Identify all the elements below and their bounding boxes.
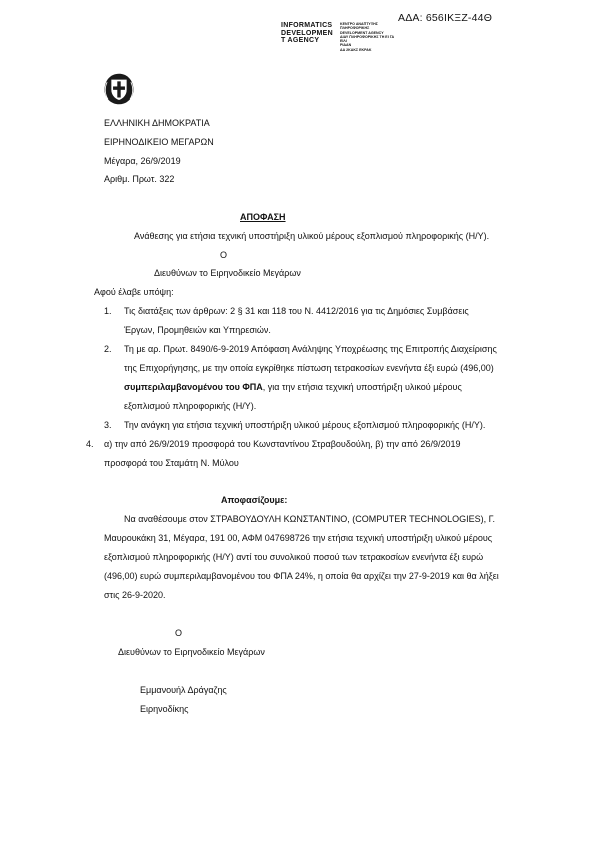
decision-text: εξοπλισμού πληροφορικής (Η/Υ) αντί του συνολικού ποσού των τετρακοσίων ενενήντα έξι ευρώ xyxy=(104,552,484,562)
item-text: α) την από 26/9/2019 προσφορά του Κωνσταντίνου Στραβουδούλη, β) την από 26/9/2019 xyxy=(104,439,461,449)
ida-logo-small-line: DEVELOPMENT AGENCY xyxy=(340,30,384,35)
ida-logo-small-line: ΡΙΔΑΝ xyxy=(340,43,352,48)
issuer-state: ΕΛΛΗΝΙΚΗ ΔΗΜΟΚΡΑΤΙΑ xyxy=(104,118,210,128)
ida-logo-gr xyxy=(340,22,394,52)
greek-emblem-icon xyxy=(102,72,136,106)
document-subject: Ανάθεσης για ετήσια τεχνική υποστήριξη υλικού μέρους εξοπλισμού πληροφορικής (Η/Υ). xyxy=(134,231,490,241)
item-text: Έργων, Προμηθειών και Υπηρεσιών. xyxy=(124,325,271,335)
ida-logo-small-line: ΚΕΝΤΡΟ ΑΝΑΠΤΥΞΗΣ xyxy=(340,22,378,26)
intro-director: Διευθύνων το Ειρηνοδικείο Μεγάρων xyxy=(154,268,301,278)
item-number: 3. xyxy=(104,420,112,430)
item-text: Τη με αρ. Πρωτ. 8490/6-9-2019 Απόφαση Ανάληψης Υποχρέωσης της Επιτροπής Διαχείρισης xyxy=(124,344,497,354)
issuer-court: ΕΙΡΗΝΟΔΙΚΕΙΟ ΜΕΓΑΡΩΝ xyxy=(104,137,214,147)
item-text: , για την ετήσια τεχνική υποστήριξη υλικού μέρους xyxy=(262,382,462,392)
item-number: 2. xyxy=(104,344,112,354)
ida-logo-line: INFORMATICS xyxy=(281,22,333,29)
intro-article: Ο xyxy=(220,250,228,260)
closing-director: Διευθύνων το Ειρηνοδικείο Μεγάρων xyxy=(118,647,265,657)
item-text: Την ανάγκη για ετήσια τεχνική υποστήριξη υλικού μέρους εξοπλισμού πληροφορικής (Η/Υ). xyxy=(124,420,486,430)
ida-logo-line: T AGENCY xyxy=(281,37,320,45)
item-number: 1. xyxy=(104,306,112,316)
item-text: Τις διατάξεις των άρθρων: 2 § 31 και 118 του Ν. 4412/2016 για τις Δημόσιες Συμβάσεις xyxy=(124,306,469,316)
ida-logo-line: DEVELOPMEN xyxy=(281,29,334,37)
item-text-mixed xyxy=(124,382,462,393)
item-text: της Επιχορήγησης, με την οποία εγκρίθηκε πίστωση τετρακοσίων ενενήντα έξι ευρώ (496,00) xyxy=(124,363,494,373)
decision-text: (496,00) ευρώ συμπεριλαμβανομένου του ΦΠΑ 24%, η οποία θα αρχίζει την 27-9-2019 και θα λήξει xyxy=(104,571,499,581)
considering-label: Αφού έλαβε υπόψη: xyxy=(94,287,174,297)
item-text: εξοπλισμού πληροφορικής (Η/Υ). xyxy=(124,401,257,411)
document-title: ΑΠΟΦΑΣΗ xyxy=(240,212,286,222)
decision-text: Μαυρουκάκη 31, Μέγαρα, 191 00, ΑΦΜ 047698726 την ετήσια τεχνική υποστήριξη υλικού μέρους xyxy=(104,533,493,543)
ida-logo-small-line: ΔΑ 2ΚΑΚΣ ΕΚΡΑΚ xyxy=(340,47,372,52)
closing-article: Ο xyxy=(175,628,183,638)
decision-text: Να αναθέσουμε στον ΣΤΡΑΒΟΥΔΟΥΛΗ ΚΩΝΣΤΑΝΤΙΝΟ, (COMPUTER TECHNOLOGIES), Γ. xyxy=(124,514,496,524)
issue-date: Μέγαρα, 26/9/2019 xyxy=(104,156,181,166)
ada-code: ΑΔΑ: 656ΙΚΞΖ-44Θ xyxy=(398,12,493,24)
signatory-name: Εμμανουήλ Δράγαζης xyxy=(140,685,227,695)
protocol-number: Αριθμ. Πρωτ. 322 xyxy=(104,174,175,184)
ida-logo-small-line: ΕΙΛΙ xyxy=(340,39,347,44)
signatory-role: Ειρηνοδίκης xyxy=(140,704,189,714)
ida-logo-en xyxy=(281,22,333,45)
ida-logo-small-line: ΔΙΑΥ ΠΛΗΡΟΦΟΡΙΚΗΣ ΤΗ ΕΙ ΓΑ xyxy=(340,34,395,39)
ida-logo-small-line: ΠΛΗΡΟΦΟΡΙΚΗΣ xyxy=(340,26,370,31)
decision-heading: Αποφασίζουμε: xyxy=(221,495,288,505)
item-number: 4. xyxy=(86,439,94,449)
decision-text: στις 26-9-2020. xyxy=(104,590,166,600)
item-text: προσφορά του Σταμάτη Ν. Μύλου xyxy=(104,458,239,468)
vat-included-emphasis: συμπεριλαμβανομένου του ΦΠΑ xyxy=(124,382,263,392)
